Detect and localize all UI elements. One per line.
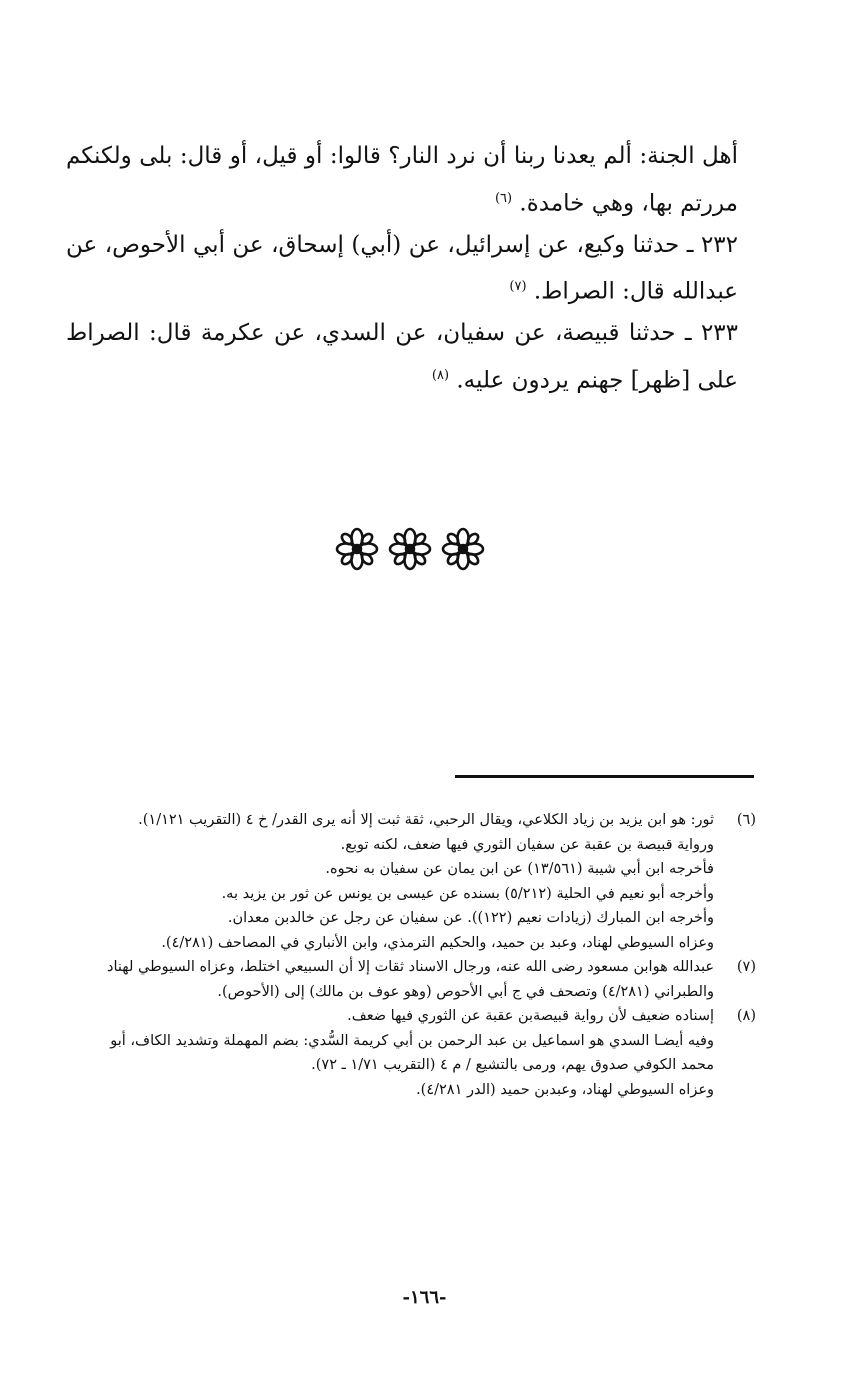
footnote-text: عبدالله هوابن مسعود رضى الله عنه، ورجال الاسناد ثقات إلا أن السبيعي اختلط، وعزاه السيوطي لهناد والطبراني (٤/٢٨١) وتصحف في ج أبي الأحوص (وهو عوف بن مالك) إلى (الأحوص). (107, 959, 714, 1000)
page-number: -١٦٦- (402, 1287, 447, 1308)
footnote (84, 808, 756, 955)
footnote-text: وأخرجه أبو نعيم في الحلية (٥/٢١٢) بسنده عن عيسى بن يونس عن ثور بن يزيد به. (221, 885, 714, 902)
footnote-text: ورواية قبيصة بن عقبة عن سفيان الثوري فيها ضعف، لكنه توبع. (340, 836, 714, 853)
footnote-text: إسناده ضعيف لأن رواية قبيصةبن عقبة عن الثوري فيها ضعف. (347, 1008, 714, 1024)
footnote-number: (٨) (736, 1008, 756, 1024)
footnote-text: وفيه أيضـا السدي هو اسماعيل بن عبد الرحمن بن أبي كريمة السُّدي: بضم المهملة وتشديد الكاف، أبو محمد الكوفي صدوق يهم، ورمى بالتشيع / م ٤ (التقريب ١/٧١ ـ ٧٢). (110, 1032, 714, 1073)
main-text (66, 136, 738, 402)
footnote-ref: (٦) (494, 190, 513, 206)
main-paragraph (66, 225, 738, 314)
footnote-text: ثور: هو ابن يزيد بن زياد الكلاعي، ويقال الرحبي، ثقة ثبت إلا أنه يرى القدر/ خ ٤ (التقريب ١/١٢١). (138, 812, 714, 828)
footnote-text: فأخرجه ابن أبي شيبة (١٣/٥٦١) عن ابن يمان عن سفيان به نحوه. (325, 861, 714, 877)
main-paragraph (66, 136, 738, 225)
footnote-text: وعزاه السيوطي لهناد، وعبدبن حميد (الدر ٤/٢٨١). (416, 1081, 714, 1098)
footnote-separator (455, 775, 754, 778)
main-line: أهل الجنة: ألم يعدنا ربنا أن نرد النار؟ قالوا: أو قيل، أو قال: بلى ولكنكم مررتم بها، وهي خامدة. (66, 143, 738, 217)
main-paragraph (66, 313, 738, 402)
main-line: ٢٣٣ ـ حدثنا قبيصة، عن سفيان، عن السدي، عن عكرمة قال: الصراط على [ظهر] جهنم يردون عليه. (66, 320, 738, 394)
footnote (84, 1004, 756, 1102)
footnote (84, 955, 756, 1004)
footnote-number: (٦) (736, 812, 756, 828)
footnote-ref: (٧) (509, 279, 527, 295)
footnote-text: وأخرجه ابن المبارك (زيادات نعيم (١٢٢)). عن سفيان عن رجل عن خالدبن معدان. (227, 910, 714, 926)
ornament-flourish (320, 520, 500, 578)
footnote-ref: (٨) (431, 367, 450, 383)
footnote-number: (٧) (736, 959, 756, 975)
main-line: ٢٣٢ ـ حدثنا وكيع، عن إسرائيل، عن (أبي) إسحاق، عن أبي الأحوص، عن عبدالله قال: الصراط. (66, 231, 738, 305)
footnotes (84, 808, 756, 1102)
footnote-text: وعزاه السيوطي لهناد، وعبد بن حميد، والحكيم الترمذي، وابن الأنباري في المصاحف (٤/٢٨١). (161, 934, 714, 951)
